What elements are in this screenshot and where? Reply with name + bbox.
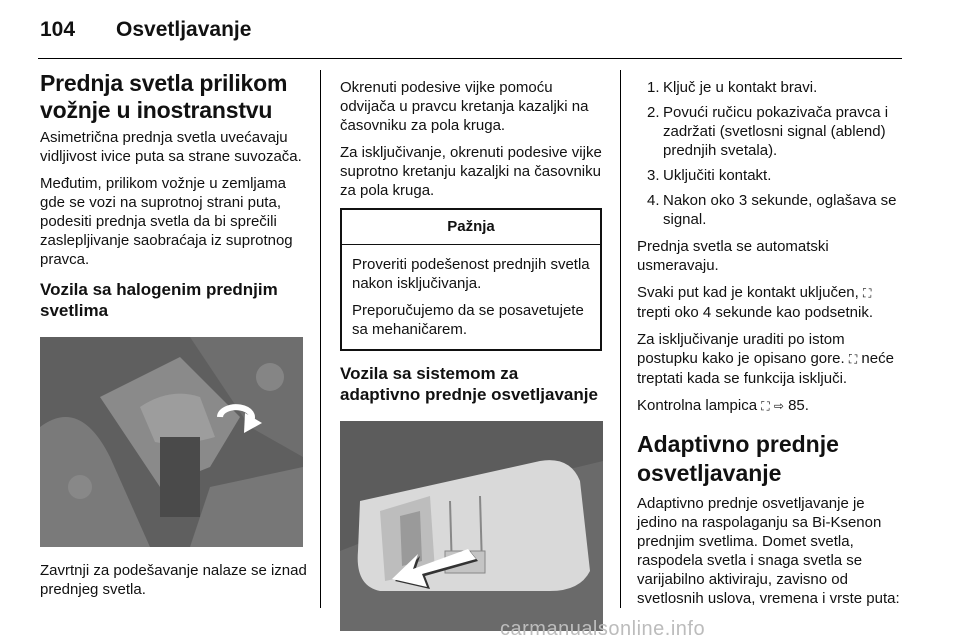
notice-box	[340, 208, 602, 351]
column-1	[40, 70, 308, 607]
headlight-control-icon: ⛶	[761, 399, 770, 413]
page-reference-icon: ⇨	[773, 399, 784, 413]
section-title: Osvetljavanje	[116, 18, 252, 41]
paragraph: Asimetrična prednja svetla uvećavaju vidljivost ivice puta sa strane suvozača.	[40, 129, 302, 165]
steps-list	[637, 78, 907, 229]
heading-foreign-driving: Prednja svetla prilikom vožnje u inostranstvu	[40, 70, 288, 123]
paragraph: Međutim, prilikom vožnje u zemljama gde se vozi na suprotnoj strani puta, podesiti prednja svetla da bi sprečili zaslepljivanje saobraćaja iz suprotnog pravca.	[40, 175, 293, 268]
column-divider	[620, 70, 621, 608]
headlight-control-icon: ⛶	[848, 352, 858, 366]
paragraph: Kontrolna lampica ⛶ ⇨ 85.	[637, 397, 809, 414]
paragraph: Za isključivanje, okrenuti podesive vijke suprotno kretanju kazaljki na časovniku za pola kruga.	[340, 144, 602, 199]
figure-indicator-lever	[340, 421, 603, 631]
paragraph: Za isključivanje uraditi po istom postupku kako je opisano gore. ⛶ neće treptati kada se funkcija isključi.	[637, 331, 894, 387]
heading-adaptive-lighting: Adaptivno prednje osvetljavanje	[637, 431, 839, 486]
paragraph: Adaptivno prednje osvetljavanje je jedino na raspolaganju sa Bi-Ksenon prednjim svetlima. Domet svetla, raspodela svetla i snaga svetla se varijabilno aktiviraju, zavisno od svetlosnih uslova, vremena i vrste puta:	[637, 495, 900, 607]
headlight-control-icon: ⛶	[862, 286, 872, 300]
watermark: carmanualsonline.info	[500, 618, 706, 640]
header-rule	[38, 58, 902, 59]
column-3	[637, 78, 907, 616]
page-reference-link[interactable]: 85.	[788, 397, 809, 414]
subheading-halogen: Vozila sa halogenim prednjim svetlima	[40, 280, 278, 320]
notice-text: Preporučujemo da se posavetujete sa mehaničarem.	[352, 302, 584, 338]
indicator-lever-illustration	[340, 421, 603, 631]
figure-caption: Zavrtnji za podešavanje nalaze se iznad prednjeg svetla.	[40, 562, 307, 598]
paragraph: Svaki put kad je kontakt uključen, ⛶ trepti oko 4 sekunde kao podsetnik.	[637, 284, 873, 321]
list-item: 4. Nakon oko 3 sekunde, oglašava se signal.	[647, 192, 897, 228]
list-item: 2. Povući ručicu pokazivača pravca i zadržati (svetlosni signal (ablend) prednjih svetala).	[647, 104, 889, 159]
column-2	[340, 78, 602, 631]
figure-headlight-screws	[40, 337, 303, 547]
headlight-screws-illustration	[40, 337, 303, 547]
notice-text: Proveriti podešenost prednjih svetla nakon isključivanja.	[352, 256, 590, 292]
column-divider	[320, 70, 321, 608]
notice-title: Pažnja	[342, 210, 600, 245]
paragraph: Prednja svetla se automatski usmeravaju.	[637, 238, 829, 274]
paragraph: Okrenuti podesive vijke pomoću odvijača u pravcu kretanja kazaljki na časovniku za pola kruga.	[340, 79, 589, 134]
list-item: 3. Uključiti kontakt.	[647, 167, 772, 184]
page-number: 104	[40, 18, 76, 41]
subheading-adaptive: Vozila sa sistemom za adaptivno prednje osvetljavanje	[340, 364, 598, 404]
list-item: 1. Ključ je u kontakt bravi.	[647, 79, 818, 96]
